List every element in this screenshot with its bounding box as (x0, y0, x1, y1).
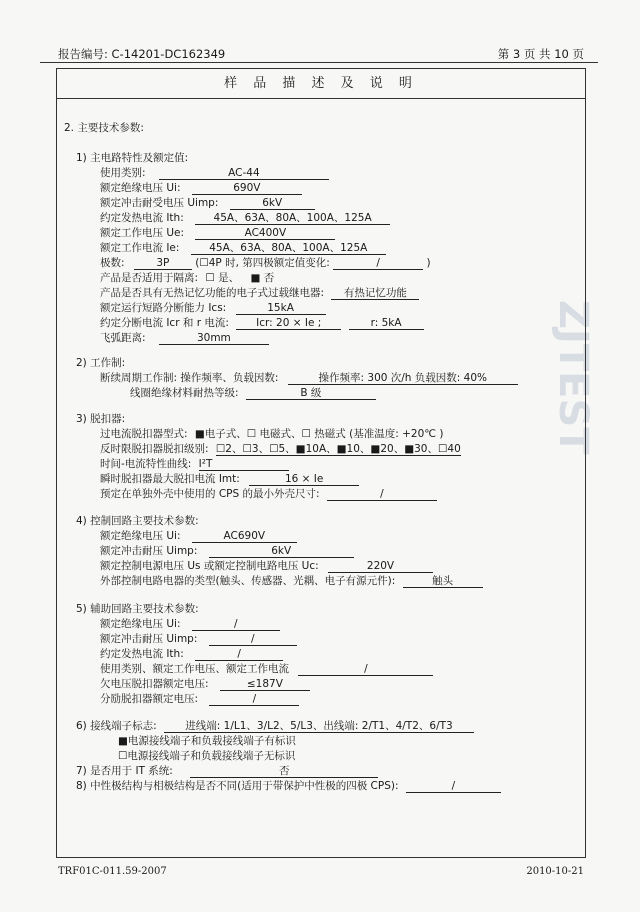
value: ■电子式、☐ 电磁式、☐ 热磁式 (基准温度: +20℃ ) (194, 428, 444, 440)
header-rule (40, 62, 598, 63)
s5-ui-row (100, 618, 280, 631)
label: 飞弧距离: (100, 332, 146, 344)
s6-option-marked: ■电源接线端子和负载接线端子有标识 (118, 735, 296, 747)
note-value: / (333, 257, 423, 270)
value: 有热记忆功能 (331, 287, 419, 300)
label: 8) 中性极结构与相极结构是否不同(适用于带保护中性极的四极 CPS): (76, 780, 399, 792)
s2-heading: 2) 工作制: (76, 357, 126, 369)
s1-arc-row (100, 332, 269, 345)
isolation-yes-checkbox: ☐ 是、 (205, 272, 240, 284)
s4-ui-row (100, 530, 297, 543)
value: 6kV (230, 197, 315, 210)
isolation-no-checkbox: ■ 否 (250, 272, 275, 284)
label: 额定冲击耐受电压 Uimp: (100, 197, 219, 209)
value: / (327, 488, 437, 501)
s2-duty-row (100, 372, 518, 385)
s1-ui-row (100, 182, 302, 195)
value: / (298, 663, 433, 676)
value: 3P (134, 257, 192, 270)
value: 220V (328, 560, 433, 573)
value: 45A、63A、80A、100A、125A (195, 212, 390, 225)
label: 额定工作电压 Ue: (100, 227, 185, 239)
s1-icr-row (100, 317, 424, 330)
value: 进线端: 1/L1、3/L2、5/L3、出线端: 2/T1、4/T2、6/T3 (164, 720, 474, 733)
s4-heading: 4) 控制回路主要技术参数: (76, 515, 199, 527)
label: 时间-电流特性曲线: (100, 458, 192, 470)
label: 额定工作电流 Ie: (100, 242, 180, 254)
s1-category-row (100, 167, 329, 180)
s3-curve-row (100, 458, 289, 471)
s2-insulation-row (130, 387, 376, 400)
label: 欠电压脱扣器额定电压: (100, 678, 209, 690)
note: (☐4P 时, 第四极额定值变化: (195, 257, 330, 269)
label: 额定绝缘电压 Ui: (100, 182, 181, 194)
s4-uimp-row (100, 545, 354, 558)
value: 15kA (236, 302, 326, 315)
report-number: 报告编号: C-14201-DC162349 (58, 47, 226, 61)
value: AC-44 (159, 167, 329, 180)
label: 使用类别: (100, 167, 146, 179)
s1-ue-row (100, 227, 335, 240)
label: 分励脱扣器额定电压: (100, 693, 199, 705)
s1-uimp-row (100, 197, 315, 210)
s7-row (76, 765, 378, 778)
s5-category-row (100, 663, 433, 676)
s3-type-row (100, 428, 444, 441)
value: AC400V (195, 227, 335, 240)
s6-option-unmarked: ☐电源接线端子和负载接线端子无标识 (118, 750, 296, 762)
value: 否 (190, 765, 378, 778)
value: AC690V (192, 530, 297, 543)
s5-shunt-row (100, 693, 299, 706)
icr-value: Icr: 20 × Ie ; (236, 317, 341, 330)
s1-ith-row (100, 212, 390, 225)
value: / (192, 618, 280, 631)
label: 约定发热电流 Ith: (100, 648, 184, 660)
s1-ie-row (100, 242, 386, 255)
s1-heading: 1) 主电路特性及额定值: (76, 152, 189, 164)
label: 额定控制电源电压 Us 或额定控制电路电压 Uc: (100, 560, 319, 572)
value: 6kV (209, 545, 354, 558)
s6-row (76, 720, 474, 733)
s5-ith-row (100, 648, 283, 661)
s5-undervoltage-row (100, 678, 310, 691)
label: 过电流脱扣器型式: (100, 428, 188, 440)
value: I²T (199, 458, 289, 471)
label: 反时限脱扣器脱扣级别: (100, 443, 209, 455)
label: 额定绝缘电压 Ui: (100, 530, 181, 542)
value: / (209, 693, 299, 706)
value: 45A、63A、80A、100A、125A (191, 242, 386, 255)
value: / (209, 633, 297, 646)
label: 约定分断电流 Icr 和 r 电流: (100, 317, 229, 329)
label: 使用类别、额定工作电压、额定工作电流 (100, 663, 289, 675)
s4-us-row (100, 560, 433, 573)
s3-imt-row (100, 473, 359, 486)
label: 产品是否具有无热记忆功能的电子式过载继电器: (100, 287, 325, 299)
s4-ext-row (100, 575, 483, 588)
value: 操作频率: 300 次/h 负载因数: 40% (288, 372, 518, 385)
label: 6) 接线端子标志: (76, 720, 157, 732)
s5-uimp-row (100, 633, 297, 646)
value: 16 × Ie (249, 473, 359, 486)
value: 30mm (159, 332, 269, 345)
label: 额定绝缘电压 Ui: (100, 618, 181, 630)
label: 断续周期工作制: 操作频率、负载因数: (100, 372, 279, 384)
value: ≤187V (220, 678, 310, 691)
section-heading: 2. 主要技术参数: (64, 122, 144, 134)
label: 预定在单独外壳中使用的 CPS 的最小外壳尺寸: (100, 488, 320, 500)
label: 额定冲击耐压 Uimp: (100, 633, 198, 645)
s1-isolation-row (100, 272, 274, 285)
watermark: ZJTEST (550, 300, 596, 455)
label: 线圈绝缘材料耐热等级: (130, 387, 239, 399)
label: 外部控制电路电器的类型(触头、传感器、光耦、电子有源元件): (100, 575, 396, 587)
value: / (195, 648, 283, 661)
s1-memory-row (100, 287, 419, 300)
s3-heading: 3) 脱扣器: (76, 413, 126, 425)
label: 产品是否适用于隔离: (100, 272, 199, 284)
label: 额定冲击耐压 Uimp: (100, 545, 198, 557)
value: 触头 (403, 575, 483, 588)
page-number: 第 3 页 共 10 页 (497, 47, 584, 61)
s1-poles-row (100, 257, 431, 270)
s3-class-row (100, 443, 461, 456)
value: / (406, 780, 501, 793)
form-code: TRF01C-011.59-2007 (58, 866, 167, 877)
label: 约定发热电流 Ith: (100, 212, 184, 224)
page-title: 样 品 描 述 及 说 明 (57, 69, 585, 99)
s5-heading: 5) 辅助回路主要技术参数: (76, 603, 199, 615)
value: 690V (192, 182, 302, 195)
s3-cps-row (100, 488, 437, 501)
label: 极数: (100, 257, 125, 269)
label: 7) 是否用于 IT 系统: (76, 765, 173, 777)
s8-row (76, 780, 501, 793)
r-value: r: 5kA (349, 317, 424, 330)
value: ☐2、☐3、☐5、■10A、■10、■20、■30、☐40 (215, 443, 461, 455)
report-date: 2010-10-21 (526, 866, 584, 877)
note-end: ) (426, 257, 431, 269)
s1-ics-row (100, 302, 326, 315)
value: B 级 (246, 387, 376, 400)
label: 额定运行短路分断能力 Ics: (100, 302, 227, 314)
label: 瞬时脱扣器最大脱扣电流 Imt: (100, 473, 240, 485)
